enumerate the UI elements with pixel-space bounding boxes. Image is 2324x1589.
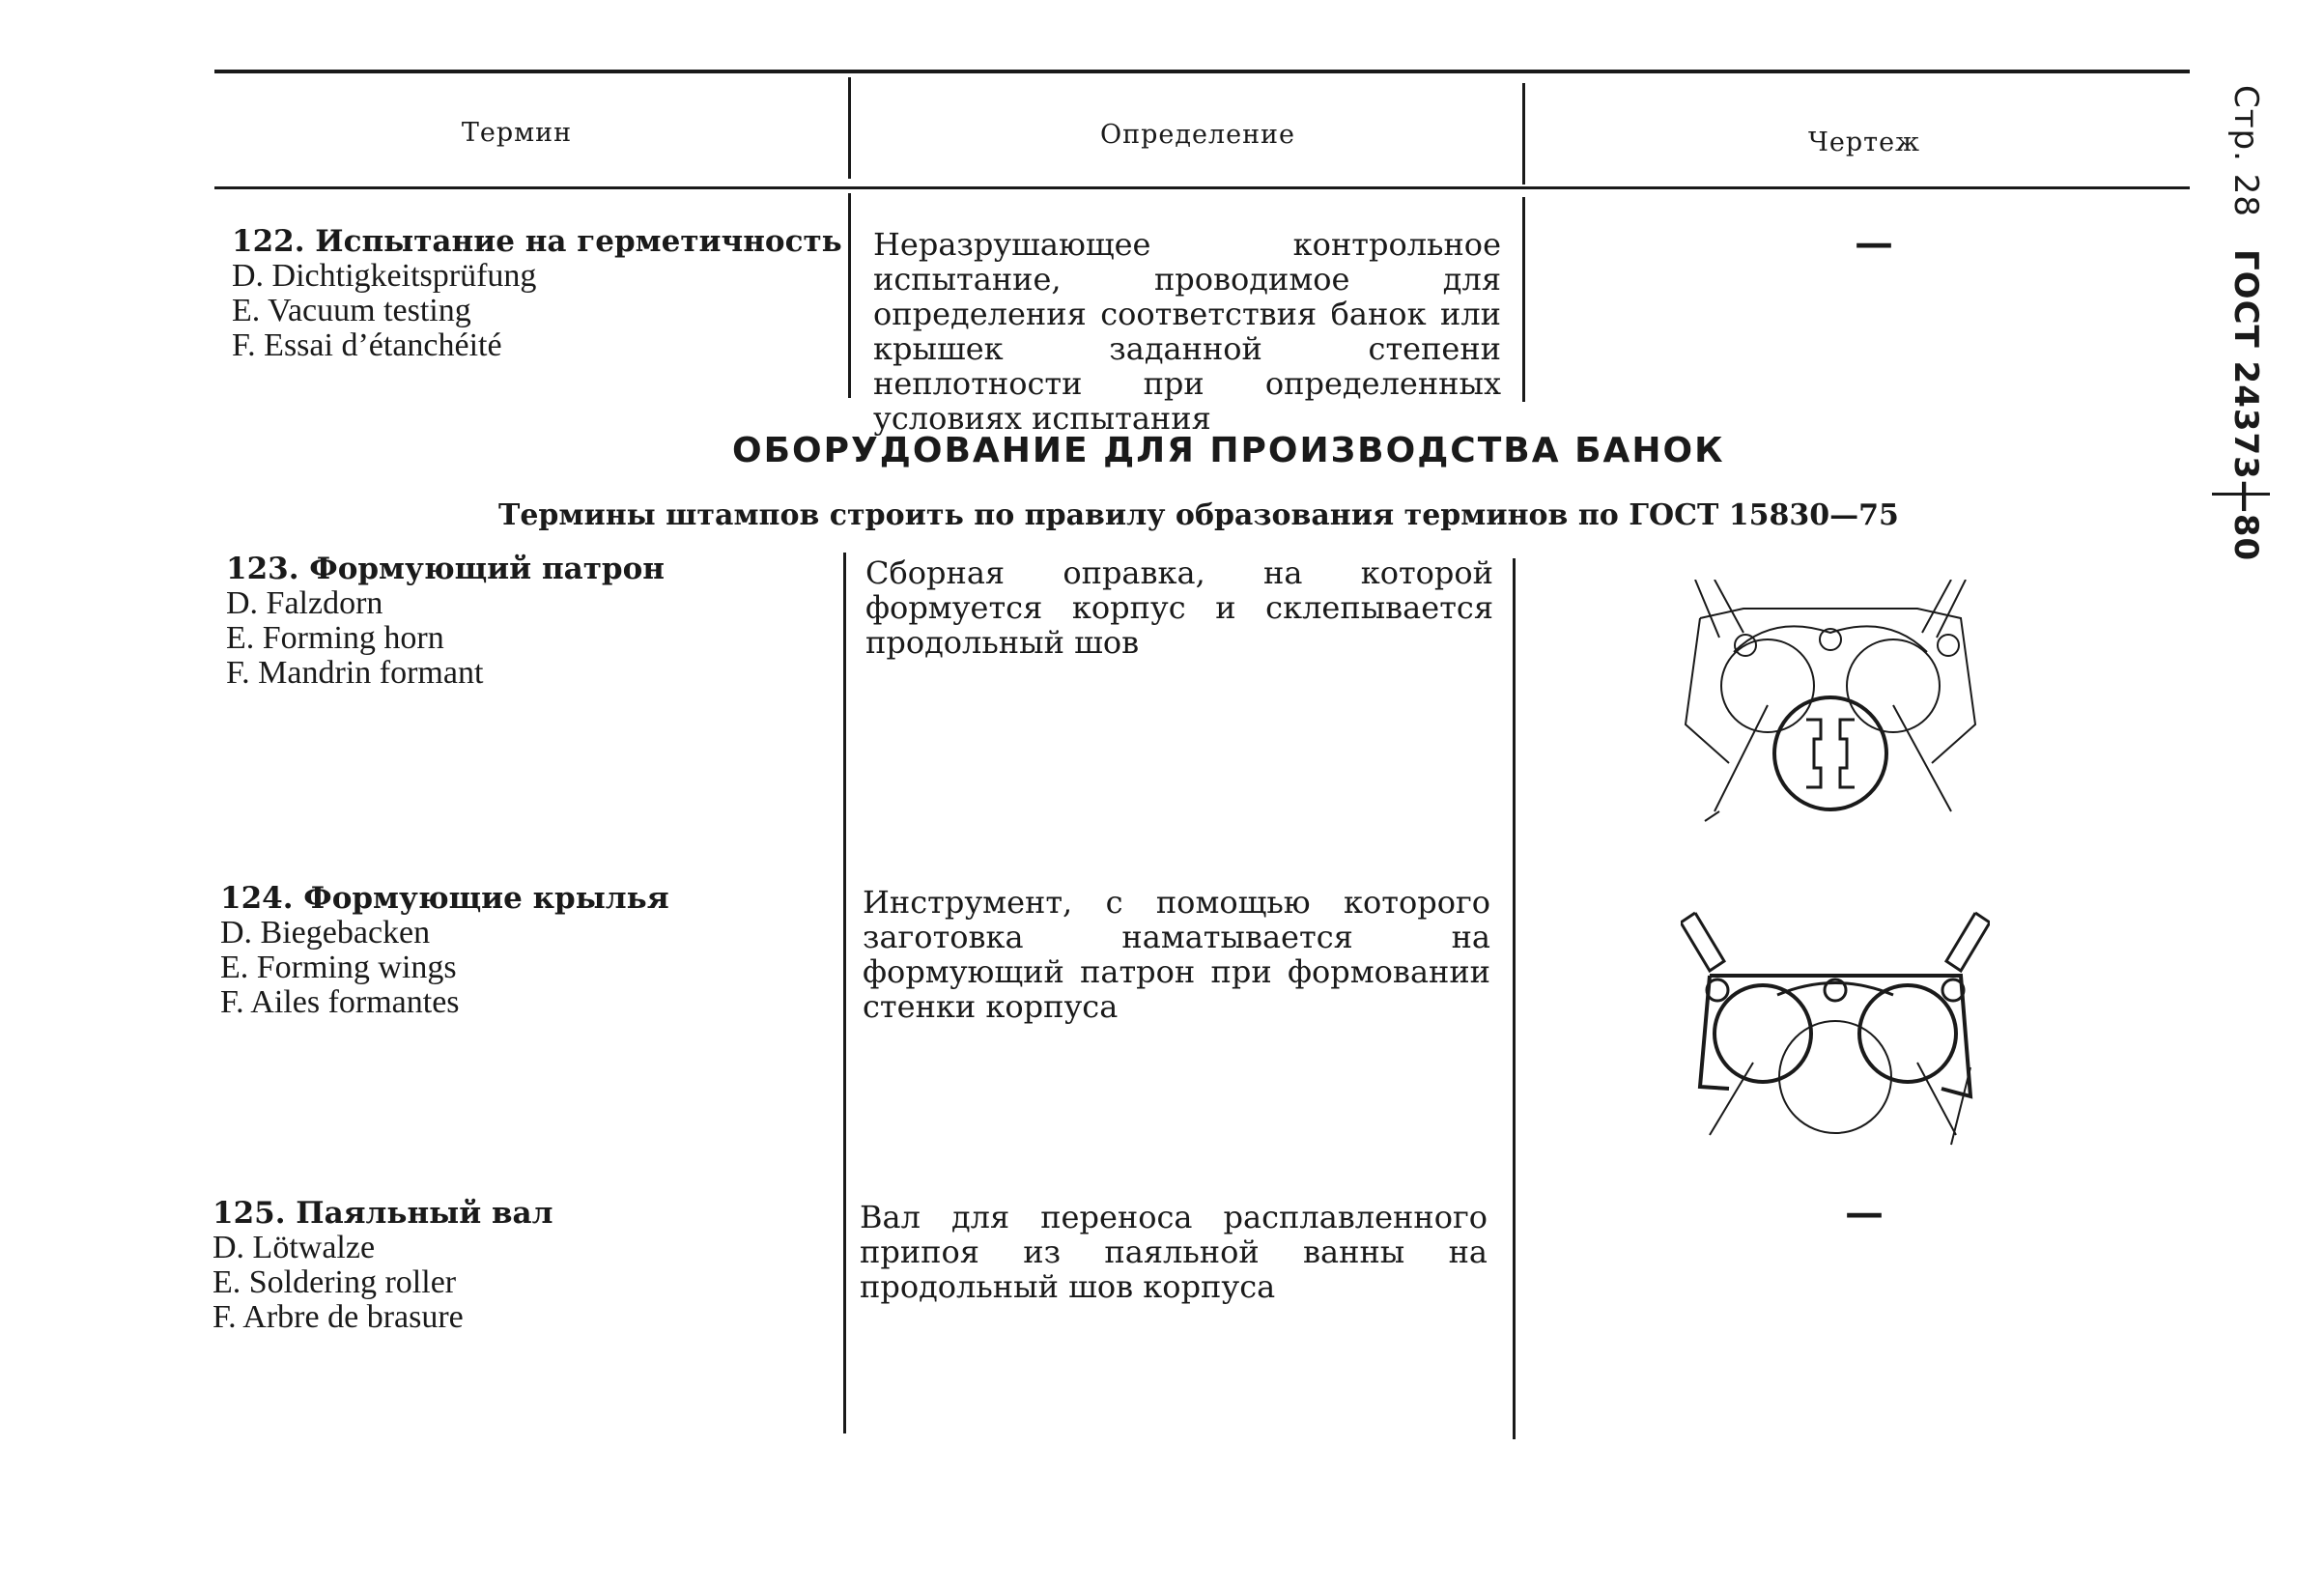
horn-roll-left [1721,639,1814,732]
section-subtitle: Термины штампов строить по правилу образования терминов по ГОСТ 15830—75 [498,498,1899,532]
header-sep-1 [848,77,851,179]
header-definition: Определение [1099,120,1296,150]
side-standard: ГОСТ 24373—80 [2226,248,2265,562]
header-term: Термин [461,118,573,148]
wing-roll-left [1715,985,1811,1082]
entry-123-fr: F. Mandrin formant [226,655,484,691]
wing-arm-left [1681,913,1724,971]
entry-122-terms [232,224,842,363]
wing-arm-right [1946,913,1990,971]
entry-124-definition: Инструмент, с помощью которого заготовка наматывается на формующий патрон при формовании стенки корпуса [863,884,1490,1025]
entry-122-de: D. Dichtigkeitsprüfung [232,258,537,294]
section-title: ОБОРУДОВАНИЕ ДЛЯ ПРОИЗВОДСТВА БАНОК [732,431,1725,470]
entry-124-de: D. Biegebacken [220,915,431,951]
top-rule [214,70,2190,73]
row122-sep-2 [1522,197,1525,402]
side-page-number: Стр. 28 [2226,85,2265,218]
entry-123-ru: 123. Формующий патрон [226,552,665,586]
header-sep-2 [1522,83,1525,184]
entry-123-definition: Сборная оправка, на которой формуется корпус и склепывается продольный шов [865,554,1493,661]
horn-arm-right [1922,580,1966,638]
entry-123-terms [226,552,665,691]
entry-123-de: D. Falzdorn [226,585,383,621]
entry-125-definition: Вал для переноса расплавленного припоя из паяльной ванны на продольный шов корпуса [860,1199,1488,1305]
forming-wings-drawing [1681,903,1990,1154]
row122-sep-1 [848,193,851,398]
entry-125-fr: F. Arbre de brasure [213,1299,464,1335]
entry-125-ru: 125. Паяльный вал [213,1196,553,1231]
header-drawing: Чертеж [1808,128,1920,157]
header-rule [214,186,2190,189]
body-sep-1 [843,553,846,1433]
entry-124-terms [220,881,669,1020]
entry-123-en: E. Forming horn [226,620,444,656]
entry-122-definition: Неразрушающее контрольное испытание, проводимое для определения соответствия банок или крышек заданной степени неплотности при определенных условиях испытания [873,226,1501,437]
side-page-label [2226,85,2265,562]
entry-125-de: D. Lötwalze [213,1230,376,1265]
entry-122-ru: 122. Испытание на герметичность [232,224,842,259]
horn-hole-right [1938,635,1959,656]
horn-roll-right [1847,639,1940,732]
entry-124-ru: 124. Формующие крылья [220,881,669,916]
wing-center-arc [1777,983,1893,996]
wing-roll-right [1859,985,1956,1082]
horn-wing-lines [1705,705,1951,821]
horn-mandrel [1774,697,1886,809]
entry-122-fr: F. Essai d’étanchéité [232,327,502,363]
forming-horn-drawing [1676,580,1985,850]
horn-mandrel-profile [1806,720,1855,787]
horn-arm-left [1695,580,1743,638]
body-sep-2 [1513,558,1516,1439]
entry-125-drawing: — [1845,1190,1884,1235]
entry-124-en: E. Forming wings [220,950,457,985]
entry-125-terms [213,1196,553,1335]
entry-124-fr: F. Ailes formantes [220,984,460,1020]
entry-122-drawing: — [1855,220,1893,266]
entry-122-en: E. Vacuum testing [232,293,471,328]
wing-mandrel [1779,1021,1891,1133]
entry-125-en: E. Soldering roller [213,1264,457,1300]
